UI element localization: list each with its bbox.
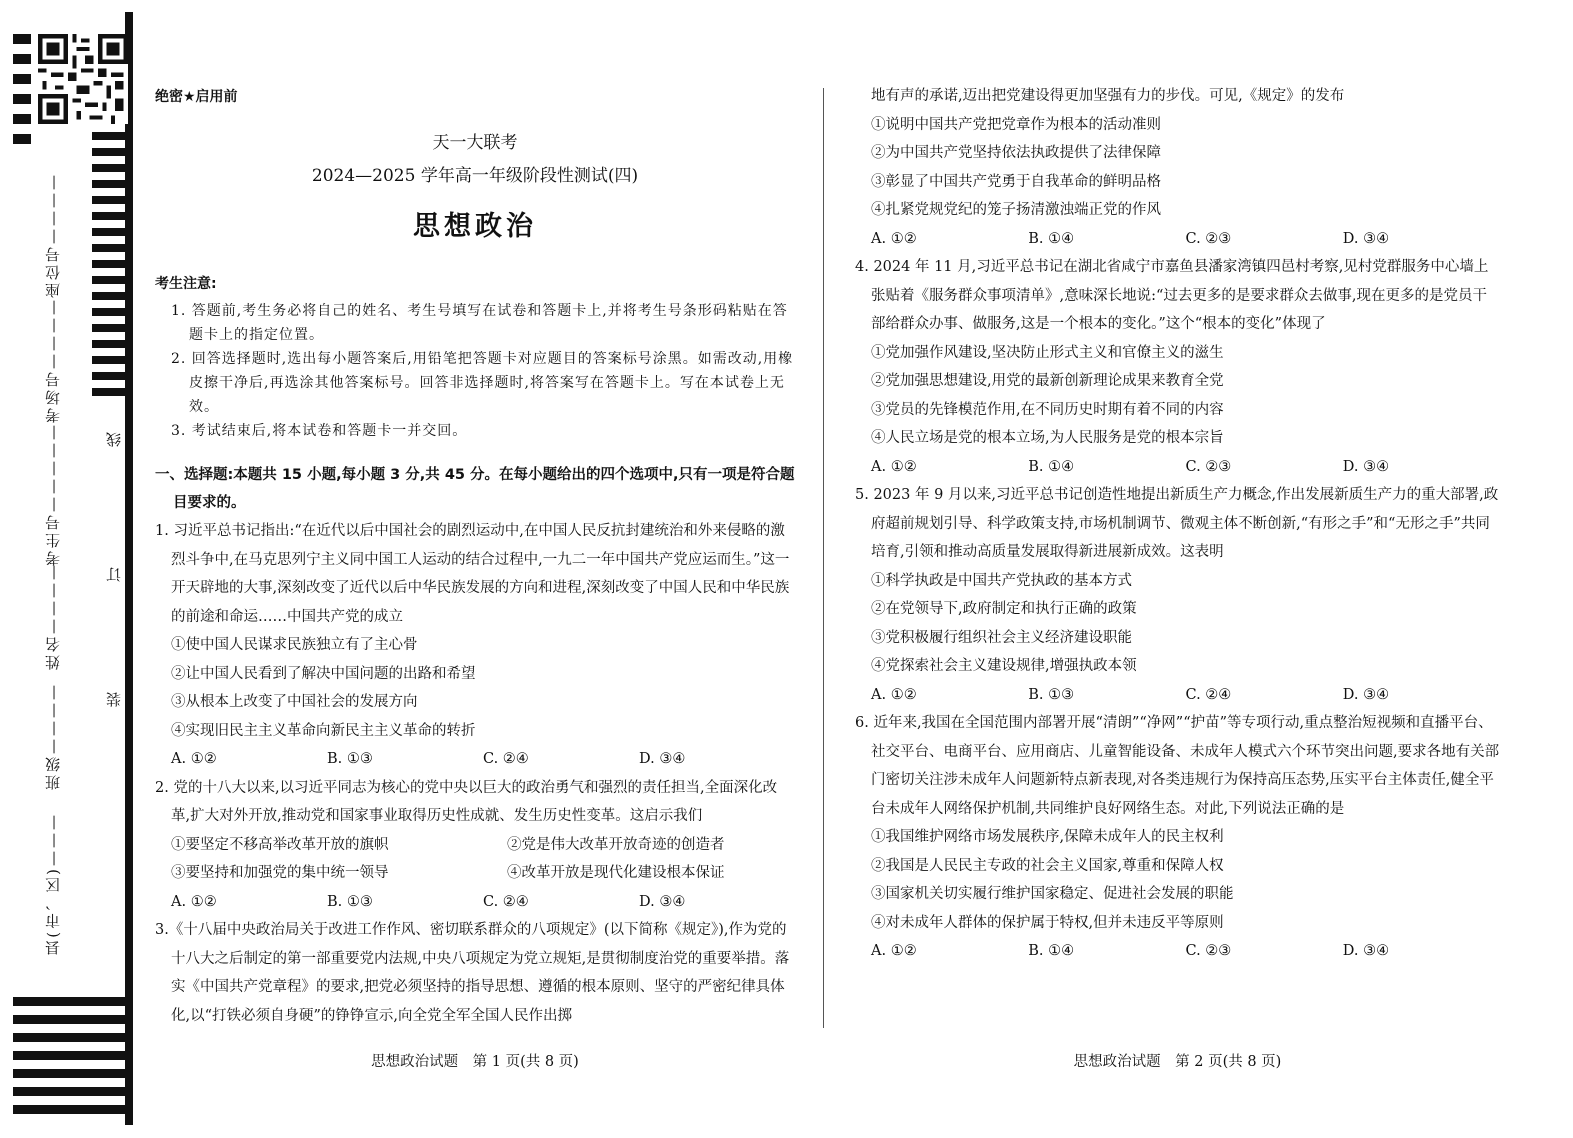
question-option: ②党加强思想建设,用党的最新创新理论成果来教育全党 [871, 373, 1224, 389]
binding-strip [10, 12, 128, 1125]
choice-b: B. ①③ [327, 751, 373, 767]
question-stem: 2. 党的十八大以来,以习近平同志为核心的党中央以巨大的政治勇气和强烈的责任担当,全面深化改革,扩大对外开放,推动党和国家事业取得历史性成就、发生历史性变革。这启示我们 [155, 779, 778, 824]
exam-term: 2024—2025 学年高一年级阶段性测试(四) [311, 166, 639, 186]
choice-c: C. ②③ [1185, 458, 1232, 475]
binding-mark-line: 线 [105, 432, 123, 447]
question-1 [155, 517, 795, 774]
question-option: ③国家机关切实履行维护国家稳定、促进社会发展的职能 [871, 886, 1234, 902]
question-option: ②让中国人民看到了解决中国问题的出路和希望 [171, 665, 476, 682]
class-field[interactable]: 班级———— [44, 682, 62, 790]
notice-title: 考生注意: [155, 276, 217, 292]
page-footer-2: 思想政治试题 第 2 页(共 8 页) [1073, 1054, 1282, 1070]
question-option: ②我国是人民民主专政的社会主义国家,尊重和保障人权 [871, 857, 1224, 874]
seat-number-field[interactable]: 座位号———— [44, 172, 62, 298]
choice-d: D. ③④ [1342, 230, 1390, 247]
choice-d: D. ③④ [1342, 458, 1390, 475]
binding-mark-bind: 装 [105, 692, 123, 707]
notice-item: 3. 考试结束后,将本试卷和答题卡一并交回。 [171, 423, 468, 439]
student-number-label: 考生号 [44, 512, 62, 566]
question-option: ④人民立场是党的根本立场,为人民服务是党的根本宗旨 [871, 430, 1224, 446]
choice-b: B. ①③ [1028, 686, 1075, 703]
page-two-column [855, 82, 1500, 966]
choice-c: C. ②④ [483, 751, 529, 767]
notice-list [155, 299, 795, 443]
student-number-field[interactable]: 考生号————— [44, 422, 62, 566]
question-option: ①说明中国共产党把党章作为根本的活动准则 [871, 116, 1161, 133]
choice-c: C. ②③ [1185, 230, 1232, 247]
choice-d: D. ③④ [1342, 943, 1390, 959]
question-5 [855, 481, 1500, 709]
choice-a: A. ①② [871, 458, 917, 475]
question-6 [855, 709, 1500, 966]
question-stem: 5. 2023 年 9 月以来,习近平总书记创造性地提出新质生产力概念,作出发展新质生产力的重大部署,政府超前规划引导、科学政策支持,市场机制调节、微观主体不断创新,“有形之手”和“无形之手”共同培育,引领和推动高质量发展取得新进展新成效。这表明 [855, 487, 1499, 560]
county-field[interactable]: 县(市、区)——— [44, 812, 62, 956]
question-stem: 1. 习近平总书记指出:“在近代以后中国社会的剧烈运动中,在中国人民反抗封建统治和外来侵略的激烈斗争中,在马克思列宁主义同中国工人运动的结合过程中,一九二一年中国共产党应运而生。”这一开天辟地的大事,深刻改变了近代以后中华民族发展的方向和进程,深刻改变了中国人民和中华民族的前途和命运……中国共产党的成立 [155, 523, 790, 625]
question-option: ③彰显了中国共产党勇于自我革命的鲜明品格 [871, 173, 1161, 190]
choice-c: C. ②③ [1185, 943, 1232, 959]
question-option: ①科学执政是中国共产党执政的基本方式 [871, 572, 1132, 589]
choice-a: A. ①② [171, 751, 217, 767]
question-option: ④党探索社会主义建设规律,增强执政本领 [871, 658, 1137, 674]
question-stem: 3.《十八届中央政治局关于改进工作作风、密切联系群众的八项规定》(以下简称《规定》),作为党的十八大之后制定的第一部重要党内法规,中央八项规定为党立规矩,是贯彻制度治党的重要举措。落实《中国共产党章程》的要求,把党必须坚持的指导思想、遵循的根本原则、坚守的严密纪律具体化,以“打铁必须自身硬”的铮铮宣示,向全党全军全国人民作出掷 [155, 922, 790, 1024]
choice-c: C. ②④ [483, 893, 529, 910]
question-option: ④改革开放是现代化建设根本保证 [507, 865, 725, 881]
question-option: ①要坚定不移高举改革开放的旗帜 [171, 836, 389, 853]
exam-room-label: 考场号 [44, 369, 62, 423]
name-label: 姓名 [44, 634, 62, 670]
question-stem-continued: 地有声的承诺,迈出把党建设得更加坚强有力的步伐。可见,《规定》的发布 [871, 88, 1345, 104]
notice-item: 1. 答题前,考生务必将自己的姓名、考生号填写在试卷和答题卡上,并将考生号条形码粘贴在答题卡上的指定位置。 [171, 303, 788, 343]
question-4 [855, 253, 1500, 481]
choice-a: A. ①② [871, 230, 917, 247]
choice-c: C. ②④ [1185, 686, 1232, 703]
column-divider [823, 88, 824, 1028]
seat-number-label: 座位号 [44, 244, 62, 298]
choice-d: D. ③④ [639, 751, 686, 767]
choice-b: B. ①④ [1028, 458, 1075, 475]
choice-d: D. ③④ [1342, 686, 1390, 703]
class-label: 班级 [44, 754, 62, 790]
answer-choices [855, 937, 1500, 966]
secret-label: 绝密★启用前 [155, 89, 238, 105]
question-option: ②在党领导下,政府制定和执行正确的政策 [871, 601, 1137, 617]
exam-name: 天一大联考 [432, 133, 518, 153]
question-option: ①我国维护网络市场发展秩序,保障未成年人的民主权利 [871, 829, 1224, 845]
notice-item: 2. 回答选择题时,选出每小题答案后,用铅笔把答题卡对应题目的答案标号涂黑。如需改动,用橡皮擦干净后,再选涂其他答案标号。回答非选择题时,将答案写在答题卡上。写在本试卷上无效。 [171, 351, 794, 415]
answer-choices [155, 745, 795, 774]
page-footer-1: 思想政治试题 第 1 页(共 8 页) [371, 1054, 579, 1070]
question-option: ③要坚持和加强党的集中统一领导 [171, 865, 389, 881]
question-option: ④扎紧党规党纪的笼子扬清激浊端正党的作风 [871, 202, 1161, 218]
answer-choices [855, 453, 1500, 482]
choice-d: D. ③④ [639, 893, 686, 910]
choice-a: A. ①② [871, 686, 917, 703]
question-option: ②党是伟大改革开放奇迹的创造者 [507, 836, 725, 853]
answer-choices [155, 888, 795, 917]
binding-strip-border [125, 12, 133, 1125]
question-stem: 6. 近年来,我国在全国范围内部署开展“清朗”“净网”“护苗”等专项行动,重点整治短视频和直播平台、社交平台、电商平台、应用商店、儿童智能设备、未成年人模式六个环节突出问题,要求各地有关部门密切关注涉未成年人问题新特点新表现,对各类违规行为保持高压态势,压实平台主体责任,健全平台未成年人网络保护机制,共同维护良好网络生态。对此,下列说法正确的是 [855, 715, 1500, 817]
county-label: 县(市、区) [44, 866, 62, 956]
question-option: ③党员的先锋模范作用,在不同历史时期有着不同的内容 [871, 401, 1224, 418]
question-3-part-2 [855, 82, 1500, 253]
choice-b: B. ①④ [1028, 230, 1075, 247]
choice-a: A. ①② [871, 943, 917, 959]
question-option: ②为中国共产党坚持依法执政提供了法律保障 [871, 145, 1161, 161]
question-option: ④对未成年人群体的保护属于特权,但并未违反平等原则 [871, 914, 1224, 931]
question-option: ①党加强作风建设,坚决防止形式主义和官僚主义的滋生 [871, 344, 1224, 361]
choice-b: B. ①③ [327, 893, 373, 910]
question-option: ③从根本上改变了中国社会的发展方向 [171, 694, 418, 710]
question-2 [155, 774, 795, 917]
name-field[interactable]: 姓名———— [44, 562, 62, 670]
answer-choices [855, 225, 1500, 254]
qr-code-icon [38, 34, 128, 124]
question-option-grid [155, 831, 795, 888]
question-option: ④实现旧民主主义革命向新民主主义革命的转折 [171, 722, 476, 739]
question-option: ①使中国人民谋求民族独立有了主心骨 [171, 637, 418, 653]
choice-b: B. ①④ [1028, 943, 1075, 959]
section-heading: 一、选择题:本题共 15 小题,每小题 3 分,共 45 分。在每小题给出的四个选项中,只有一项是符合题目要求的。 [155, 467, 795, 511]
binding-mark-staple: 订 [105, 567, 123, 582]
choice-a: A. ①② [171, 893, 217, 910]
exam-room-field[interactable]: 考场号———— [44, 297, 62, 423]
question-stem: 4. 2024 年 11 月,习近平总书记在湖北省咸宁市嘉鱼县潘家湾镇四邑村考察,见村党群服务中心墙上张贴着《服务群众事项清单》,意味深长地说:“过去更多的是要求群众去做事,现在更多的是党员干部给群众办事、做服务,这是一个根本的变化。”这个“根本的变化”体现了 [855, 259, 1489, 332]
page-one-column [155, 82, 795, 1030]
subject-title: 思想政治 [413, 211, 537, 242]
question-3-part-1 [155, 916, 795, 1030]
answer-choices [855, 681, 1500, 710]
question-option: ③党积极履行组织社会主义经济建设职能 [871, 629, 1132, 646]
